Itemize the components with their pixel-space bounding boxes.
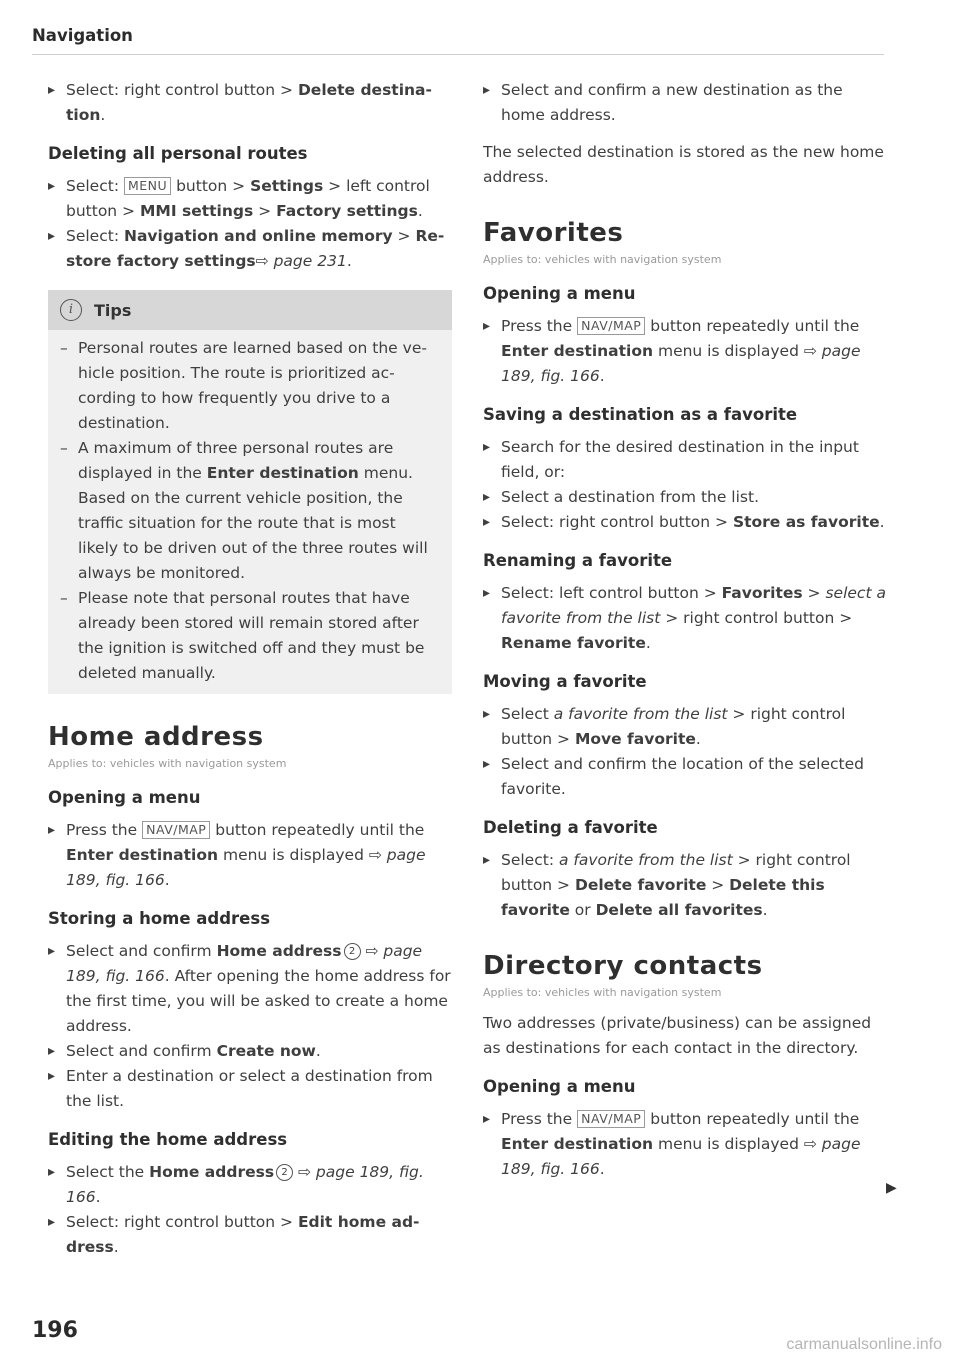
subheading-storing-home: Storing a home address <box>48 909 271 928</box>
home-store-step-1: ▸ Select and confirm Home address 2 ⇨ page 189, fig. 166. After opening the home address for the first time, you will be asked to create a home address. <box>48 939 452 1039</box>
subheading-saving-favorite: Saving a destination as a favorite <box>483 405 798 424</box>
page-number: 196 <box>32 1318 78 1343</box>
right-column <box>483 78 891 1182</box>
tip-item-3: – Please note that personal routes that have already been stored will remain stored after the ignition is switched off and they must be deleted manually. <box>60 586 440 686</box>
tips-header <box>48 290 452 330</box>
page-header: Navigation <box>32 26 884 55</box>
tips-box <box>48 290 452 694</box>
tip-item-2: – A maximum of three personal routes are displayed in the Enter destination menu. Based on the current vehicle position, the traffic situation for the route that is most likely to be driven out of the three routes will always be monitored. <box>60 436 440 586</box>
directory-open-step: ▸ Press the NAV/MAP button repeatedly until the Enter destination menu is displayed ⇨ page 189, fig. 166. <box>483 1107 891 1182</box>
nav-map-key: NAV/MAP <box>577 317 645 335</box>
section-title-directory-contacts: Directory contacts <box>483 951 763 981</box>
nav-map-key: NAV/MAP <box>577 1110 645 1128</box>
home-store-step-2: ▸ Select and confirm Create now. <box>48 1039 452 1064</box>
menu-key: MENU <box>124 177 171 195</box>
deleting-routes-step-2: ▸ Select: Navigation and online memory > Re- store factory settings⇨ page 231. <box>48 224 452 274</box>
page-reference-link[interactable]: ⇨ page 189, fig. 166 <box>66 1163 424 1206</box>
tips-body <box>48 330 452 686</box>
left-column <box>48 78 452 1260</box>
page-reference-link[interactable]: ⇨ page 189, fig. 166 <box>66 942 423 985</box>
watermark: carmanualsonline.info <box>786 1336 942 1353</box>
favorites-save-step-3: ▸ Select: right control button > Store as favorite. <box>483 510 891 535</box>
home-edit-step-2: ▸ Select: right control button > Edit home ad- dress. <box>48 1210 452 1260</box>
section-title-home-address: Home address <box>48 722 264 752</box>
home-edit-step-1: ▸ Select the Home address 2 ⇨ page 189, fig. 166. <box>48 1160 452 1210</box>
subheading-deleting-favorite: Deleting a favorite <box>483 818 658 837</box>
page-reference-link[interactable]: ⇨ page 189, fig. 166 <box>501 1135 861 1178</box>
nav-map-key: NAV/MAP <box>142 821 210 839</box>
info-icon: i <box>60 299 82 321</box>
page-reference-link[interactable]: ⇨ page 189, fig. 166 <box>66 846 426 889</box>
favorites-rename-step: ▸ Select: left control button > Favorites > select a favorite from the list > right control button > Rename favorite. <box>483 581 891 656</box>
home-new-destination-step: ▸ Select and confirm a new destination as the home address. <box>483 78 891 128</box>
applies-to-note: Applies to: vehicles with navigation system <box>483 986 722 999</box>
subheading-opening-menu: Opening a menu <box>483 1077 636 1096</box>
page-reference-link[interactable]: ⇨ page 189, fig. 166 <box>501 342 861 385</box>
favorites-move-step-1: ▸ Select a favorite from the list > right control button > Move favorite. <box>483 702 891 752</box>
arrow-right-icon: ⇨ <box>365 942 379 960</box>
section-title-favorites: Favorites <box>483 218 624 248</box>
favorites-delete-step: ▸ Select: a favorite from the list > right control button > Delete favorite > Delete this favorite or Delete all favorites. <box>483 848 891 923</box>
tip-item-1: – Personal routes are learned based on the ve- hicle position. The route is prioritized ac- cording to how frequently you drive to a destination. <box>60 336 440 436</box>
subheading-opening-menu: Opening a menu <box>483 284 636 303</box>
favorites-open-step: ▸ Press the NAV/MAP button repeatedly until the Enter destination menu is displayed ⇨ page 189, fig. 166. <box>483 314 891 389</box>
home-open-step: ▸ Press the NAV/MAP button repeatedly until the Enter destination menu is displayed ⇨ page 189, fig. 166. <box>48 818 452 893</box>
applies-to-note: Applies to: vehicles with navigation system <box>48 757 287 770</box>
tips-title: Tips <box>94 300 132 320</box>
subheading-renaming-favorite: Renaming a favorite <box>483 551 673 570</box>
favorites-save-step-1: ▸ Search for the desired destination in the input field, or: <box>483 435 891 485</box>
delete-destination-step: ▸ Select: right control button > Delete destina- tion. <box>48 78 452 128</box>
callout-number: 2 <box>344 943 361 960</box>
arrow-right-icon: ⇨ <box>298 1163 311 1181</box>
home-stored-note: The selected destination is stored as the new home address. <box>483 143 884 186</box>
arrow-right-icon: ⇨ <box>803 342 817 360</box>
continue-arrow-icon: ▶ <box>886 1180 897 1196</box>
arrow-right-icon: ⇨ <box>368 846 382 864</box>
deleting-routes-step-1: ▸ Select: MENU button > Settings > left control button > MMI settings > Factory settings. <box>48 174 452 224</box>
page-reference-link[interactable]: ⇨ page 231 <box>255 252 347 270</box>
subheading-opening-menu: Opening a menu <box>48 788 201 807</box>
callout-number: 2 <box>276 1164 293 1181</box>
home-store-step-3: ▸ Enter a destination or select a destination from the list. <box>48 1064 452 1114</box>
subheading-editing-home: Editing the home address <box>48 1130 288 1149</box>
directory-intro: Two addresses (private/business) can be assigned as destinations for each contact in the directory. <box>483 1014 872 1057</box>
subheading-moving-favorite: Moving a favorite <box>483 672 647 691</box>
arrow-right-icon: ⇨ <box>803 1135 817 1153</box>
favorites-move-step-2: ▸ Select and confirm the location of the selected favorite. <box>483 752 891 802</box>
section-heading-deleting-routes: Deleting all personal routes <box>48 144 308 163</box>
applies-to-note: Applies to: vehicles with navigation system <box>483 253 722 266</box>
favorites-save-step-2: ▸ Select a destination from the list. <box>483 485 891 510</box>
arrow-right-icon: ⇨ <box>255 252 269 270</box>
